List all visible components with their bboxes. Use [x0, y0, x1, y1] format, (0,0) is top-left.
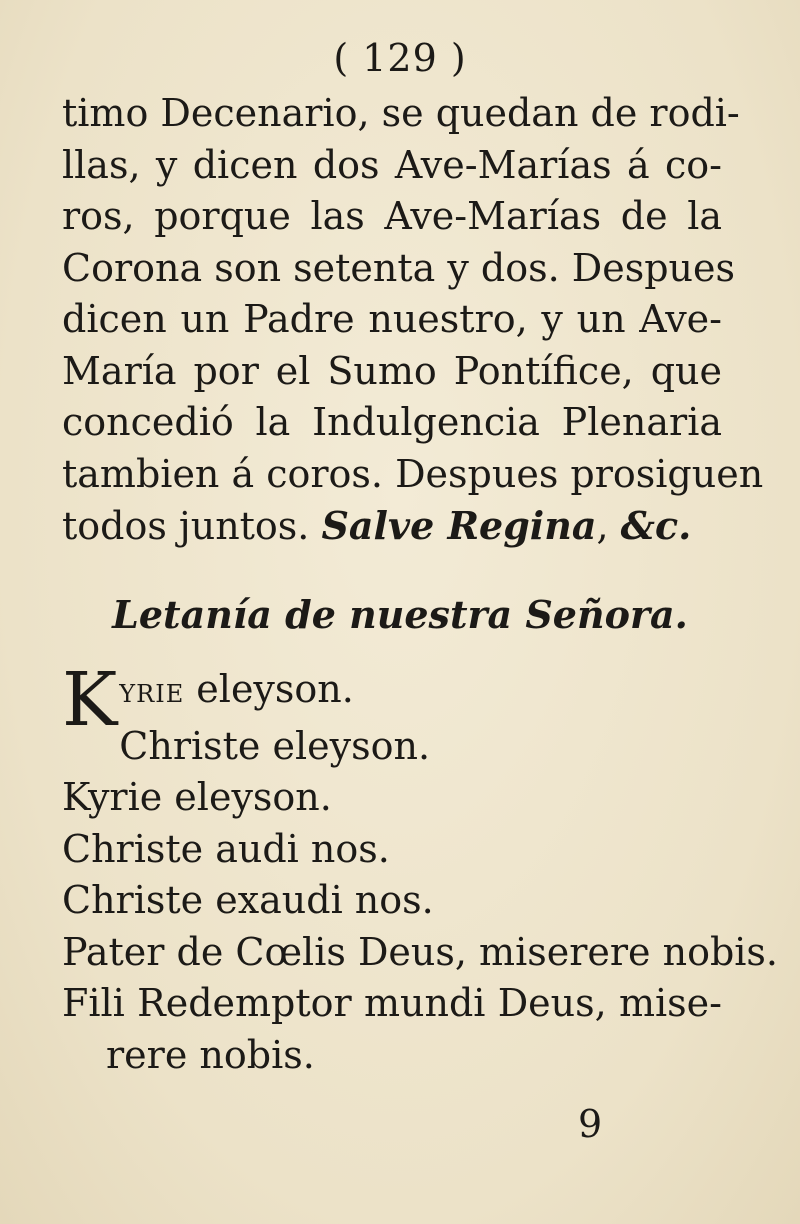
page-number: ( 129 ) [333, 36, 467, 80]
litany-line: Pater de Cœlis Deus, miserere nobis. [62, 929, 779, 974]
litany-line: Christe exaudi nos. [62, 878, 434, 922]
litany-list [62, 657, 779, 1081]
drop-cap: K [62, 657, 118, 743]
litany-line: Kyrie eleyson. [62, 775, 332, 819]
litany-line: Christe audi nos. [62, 826, 390, 871]
paragraph-line: timo Decenario, se quedan de rodi- [62, 91, 740, 135]
paragraph-line: María por el Sumo Pontífice, que [62, 348, 722, 393]
last-line-comma: , [596, 504, 609, 548]
litany-line: Fili Redemptor mundi Deus, mise- [62, 981, 722, 1025]
paragraph-line: dicen un Padre nuestro, y un Ave- [62, 297, 722, 341]
paragraph [62, 88, 764, 553]
first-smallcaps: YRIE [119, 680, 185, 708]
first-rest: eleyson. [184, 667, 354, 711]
paragraph-last-line [62, 500, 722, 553]
paragraph-line: concedió la Indulgencia Plenaria [62, 400, 722, 444]
etcetera: &c. [620, 503, 692, 548]
litany-line: Christe eleyson. [119, 723, 431, 768]
litany-title: Letanía de nuestra Señora. [112, 592, 688, 637]
paragraph-line: ros, porque las Ave-Marías de la [62, 194, 722, 238]
paragraph-line: Corona son setenta y dos. Despues [62, 245, 736, 290]
signature-mark: 9 [578, 1102, 603, 1146]
paragraph-line: tambien á coros. Despues prosiguen [62, 451, 764, 496]
litany-continuation: rere nobis. [106, 1032, 315, 1077]
last-line-start: todos juntos. [62, 504, 310, 548]
litany-first-line [62, 657, 722, 743]
paragraph-line: llas, y dicen dos Ave-Marías á co- [62, 142, 722, 187]
salve-regina: Salve Regina [321, 503, 597, 548]
